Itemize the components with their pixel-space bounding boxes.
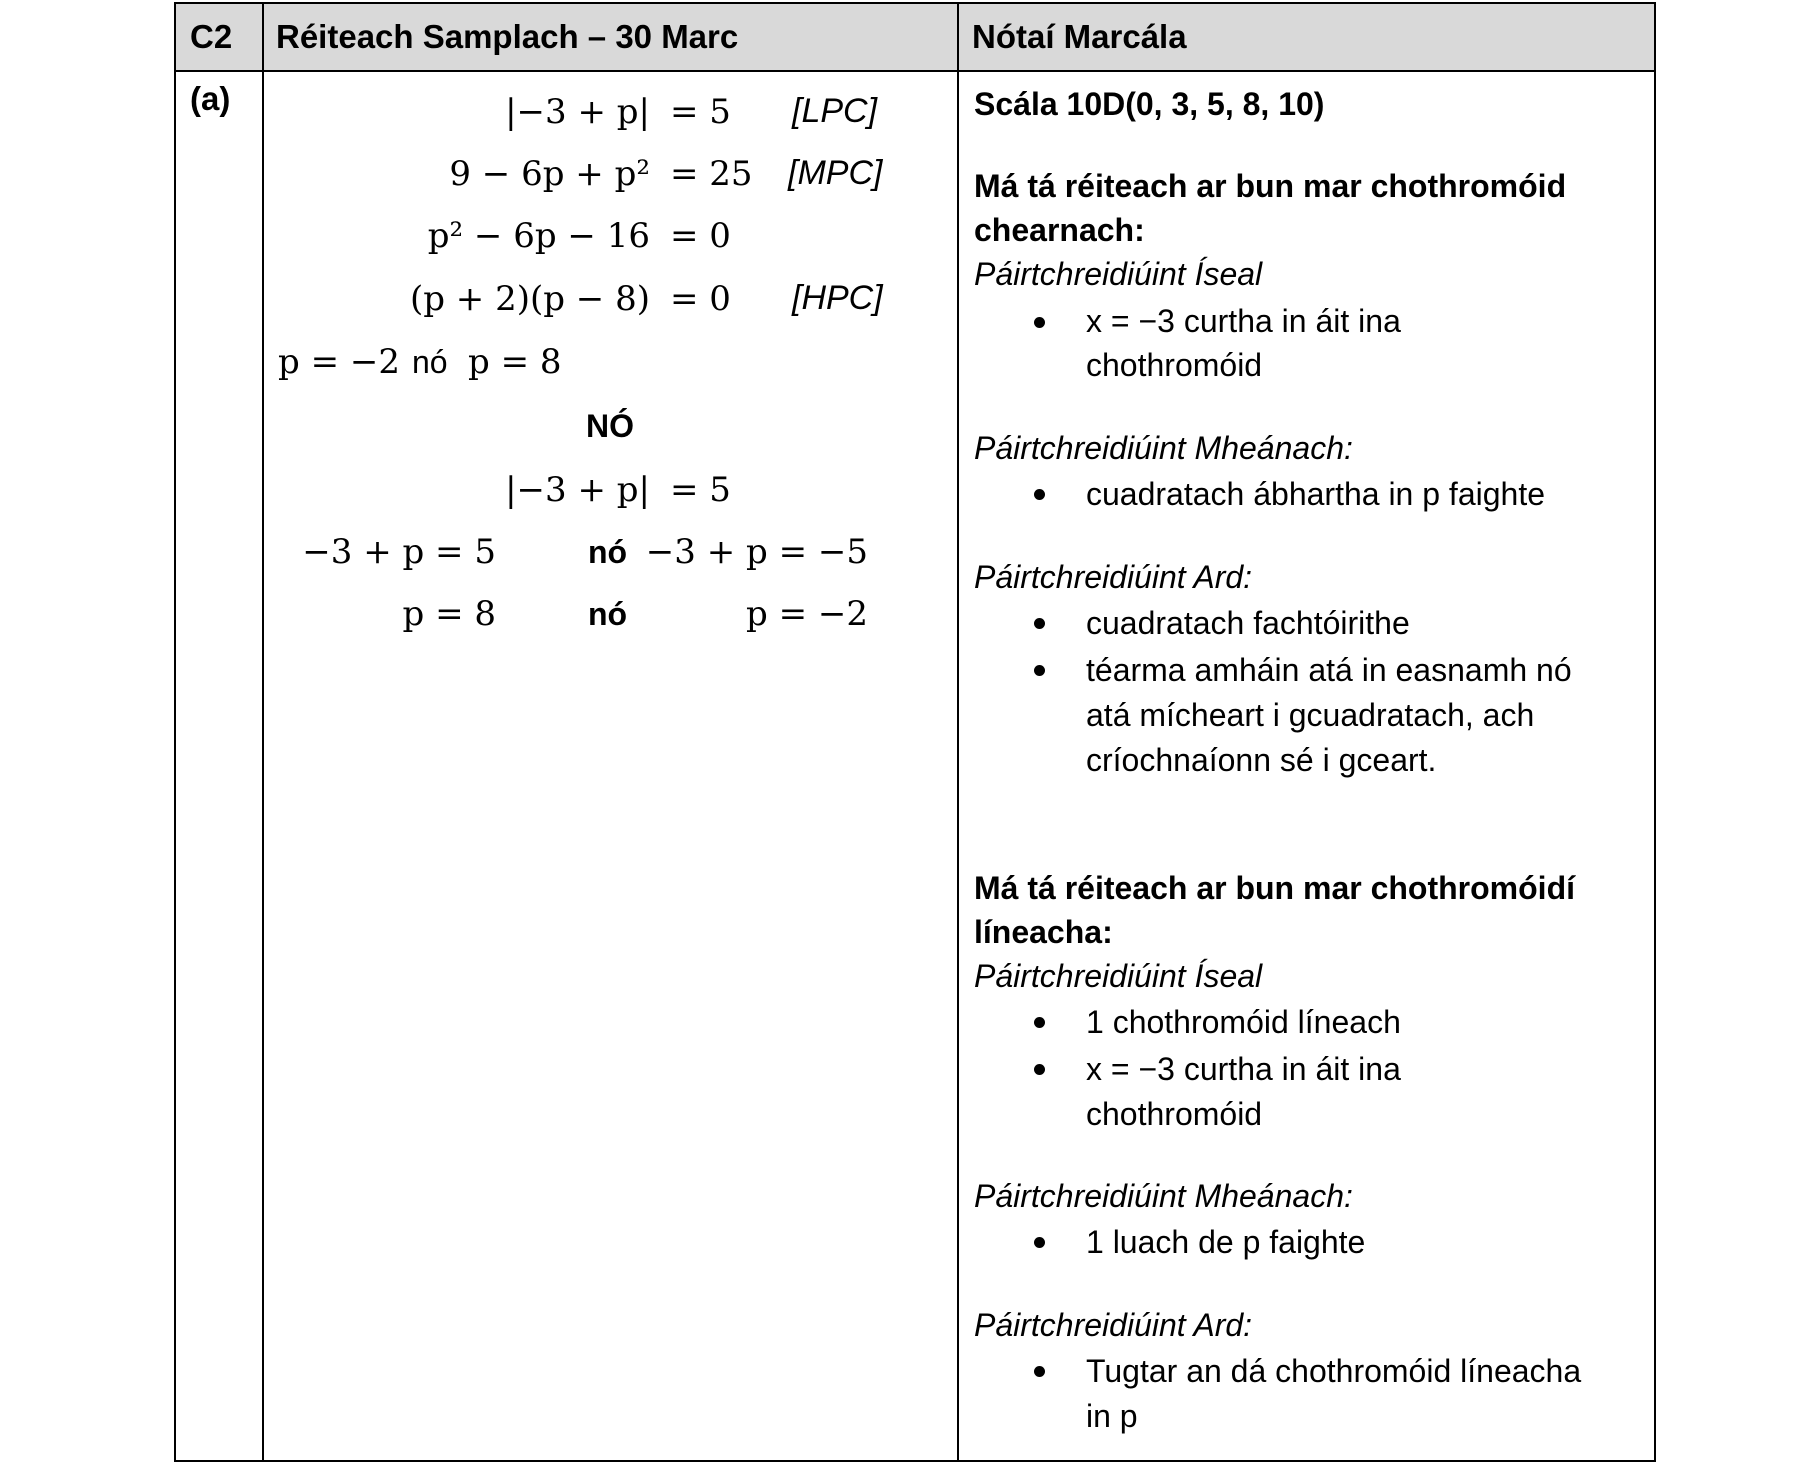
equation-1-lhs: |−3 + p| xyxy=(505,92,650,132)
quadratic-high-credit-item-1: cuadratach fachtóirithe xyxy=(1086,605,1410,641)
quadratic-mid-credit-label: Páirtchreidiúint Mheánach: xyxy=(974,430,1353,466)
bullet-icon xyxy=(1034,1237,1045,1248)
equation-2-lhs: 9 − 6p + p² xyxy=(449,154,650,194)
equation-2-tag: [MPC] xyxy=(788,154,883,192)
equation-6-rhs: = 5 xyxy=(670,470,731,510)
linear-equation-a: −3 + p = 5 xyxy=(302,532,496,572)
linear-result-a: p = 8 xyxy=(402,594,496,634)
equation-4-tag: [HPC] xyxy=(792,279,883,317)
scale-label: Scála 10D(0, 3, 5, 8, 10) xyxy=(974,86,1325,122)
linear-low-credit-label: Páirtchreidiúint Íseal xyxy=(974,958,1263,994)
linear-high-credit-item-cont: in p xyxy=(1086,1398,1138,1434)
linear-or-2: nó xyxy=(588,596,628,632)
question-number-header: C2 xyxy=(190,18,233,55)
bullet-icon xyxy=(1034,618,1045,629)
quadratic-high-credit-item-2-cont1: atá mícheart i gcuadratach, ach xyxy=(1086,697,1535,733)
equation-6-lhs: |−3 + p| xyxy=(505,470,650,510)
bullet-icon xyxy=(1034,665,1045,676)
bullet-icon xyxy=(1034,317,1045,328)
column-divider-2 xyxy=(957,4,959,1460)
section-linear-title-1: Má tá réiteach ar bun mar chothromóidí xyxy=(974,870,1575,906)
quadratic-high-credit-label: Páirtchreidiúint Ard: xyxy=(974,559,1253,595)
alternative-method-label: NÓ xyxy=(586,408,634,444)
linear-low-credit-item-2-cont: chothromóid xyxy=(1086,1096,1263,1132)
solution-result-a: p = −2 xyxy=(278,342,400,382)
equation-3-rhs: = 0 xyxy=(670,216,731,256)
section-quadratic-title-2: chearnach: xyxy=(974,212,1145,248)
section-linear-title-2: líneacha: xyxy=(974,914,1113,950)
linear-low-credit-item-2: x = −3 curtha in áit ina xyxy=(1086,1051,1401,1087)
solution-result-or: nó xyxy=(412,344,448,380)
marking-notes-header: Nótaí Marcála xyxy=(972,18,1187,55)
section-quadratic-title-1: Má tá réiteach ar bun mar chothromóid xyxy=(974,168,1567,204)
linear-low-credit-item-1: 1 chothromóid líneach xyxy=(1086,1004,1401,1040)
linear-high-credit-label: Páirtchreidiúint Ard: xyxy=(974,1307,1253,1343)
equation-1-tag: [LPC] xyxy=(792,92,878,130)
equation-4-lhs: (p + 2)(p − 8) xyxy=(409,279,650,319)
linear-mid-credit-label: Páirtchreidiúint Mheánach: xyxy=(974,1178,1353,1214)
equation-4-rhs: = 0 xyxy=(670,279,731,319)
bullet-icon xyxy=(1034,1017,1045,1028)
quadratic-low-credit-item-cont: chothromóid xyxy=(1086,347,1263,383)
bullet-icon xyxy=(1034,1366,1045,1377)
linear-or-1: nó xyxy=(588,534,628,570)
linear-equation-b: −3 + p = −5 xyxy=(645,532,868,572)
solution-result-b: p = 8 xyxy=(468,342,562,382)
quadratic-low-credit-item: x = −3 curtha in áit ina xyxy=(1086,303,1401,339)
linear-mid-credit-item: 1 luach de p faighte xyxy=(1086,1224,1366,1260)
part-label: (a) xyxy=(190,80,231,117)
equation-3-lhs: p² − 6p − 16 xyxy=(427,216,650,256)
equation-1-rhs: = 5 xyxy=(670,92,731,132)
quadratic-mid-credit-item: cuadratach ábhartha in p faighte xyxy=(1086,476,1545,512)
linear-result-b: p = −2 xyxy=(746,594,868,634)
quadratic-high-credit-item-2-cont2: críochnaíonn sé i gceart. xyxy=(1086,742,1437,778)
column-divider-1 xyxy=(262,4,264,1460)
bullet-icon xyxy=(1034,1064,1045,1075)
quadratic-high-credit-item-2: téarma amháin atá in easnamh nó xyxy=(1086,652,1572,688)
linear-high-credit-item: Tugtar an dá chothromóid líneacha xyxy=(1086,1353,1582,1389)
equation-2-rhs: = 25 xyxy=(670,154,753,194)
bullet-icon xyxy=(1034,489,1045,500)
marking-scheme-table xyxy=(174,2,1656,1462)
solution-header: Réiteach Samplach – 30 Marc xyxy=(276,18,739,55)
quadratic-low-credit-label: Páirtchreidiúint Íseal xyxy=(974,256,1263,292)
